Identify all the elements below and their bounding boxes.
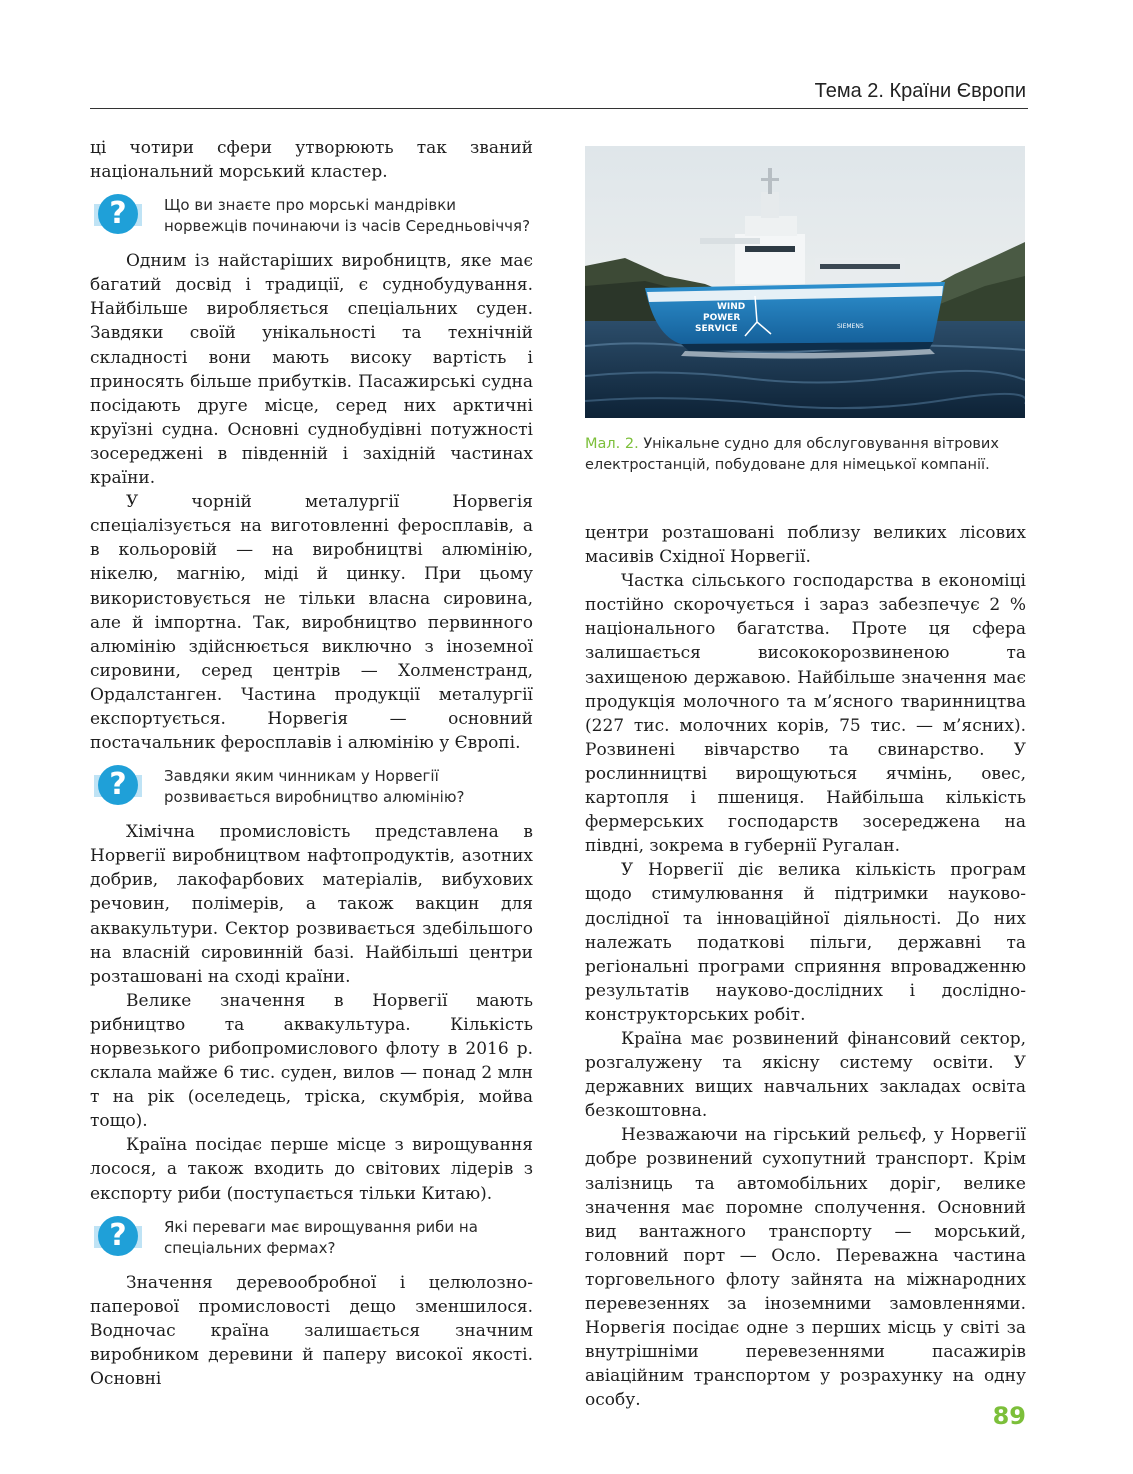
- paragraph: Одним із найстаріших виробництв, яке має багатий досвід і традиції, є суднобудування. Найбільше виробляється спеціальних суден. Завдяки своїй унікальності та технічній складності вони мають високу вартість і приносять більше прибутків. Пасажирські судна посідають друге місце, серед них арктичні круїзні судна. Основні суднобудівні потужності зосереджені в південній і західній частинах країни.: [90, 251, 533, 489]
- paragraph: ці чотири сфери утворюють так званий національний морський кластер.: [90, 138, 533, 183]
- question-mark-icon: ?: [94, 1216, 142, 1258]
- paragraph: Незважаючи на гірський рельєф, у Норвегії добре розвинений сухопутний транспорт. Крім залізниць та автомобільних доріг, велике значення має поромне сполучення. Основний вид вантажного транспорту — морський, головний порт — Осло. Переважна частина торговельного флоту зайнята на міжнародних перевезеннях за іноземними замовленнями. Норвегія посідає одне з перших місць у світі за внутрішніми перевезеннями пасажирів авіаційним транспортом у розрахунку на одну особу.: [585, 1125, 1026, 1411]
- paragraph: Країна має розвинений фінансовий сектор, розгалужену та якісну систему освіти. У державних вищих навчальних закладах освіта безкоштовна.: [585, 1028, 1026, 1122]
- ship-lettering: POWER: [703, 313, 741, 323]
- paragraph: Хімічна промисловість представлена в Норвегії виробництвом нафтопродуктів, азотних добрив, лакофарбових матеріалів, вибухових речовин, полімерів, а також вакцин для аквакультури. Сектор розвивається здебільшого на власній сировинній базі. Найбільші центри розташовані на сході країни.: [90, 822, 533, 987]
- paragraph: центри розташовані поблизу великих лісових масивів Східної Норвегії.: [585, 523, 1026, 568]
- question-mark-icon: ?: [94, 194, 142, 236]
- question-box: [90, 765, 533, 808]
- ship-brand: SIEMENS: [837, 323, 864, 330]
- question-text: Завдяки яким чинникам у Норвегії розвивається виробництво алюмінію?: [164, 767, 465, 807]
- right-column: [585, 521, 1026, 1412]
- ship-lettering: WIND: [717, 302, 746, 312]
- question-box: [90, 1216, 533, 1259]
- caption-text: Унікальне судно для обслуговування вітрових електростанцій, побудоване для німецької компанії.: [585, 436, 999, 473]
- question-box: [90, 194, 533, 237]
- ship-lettering: SERVICE: [695, 324, 738, 334]
- paragraph: У Норвегії діє велика кількість програм щодо стимулювання й підтримки науково-дослідної та інноваційної діяльності. До них належать податкові пільги, державні та регіональні програми сприяння впровадженню результатів науково-дослідних і дослідно-конструкторських робіт.: [585, 860, 1026, 1025]
- figure-label: Мал. 2.: [585, 436, 639, 452]
- paragraph: Значення деревообробної і целюлозно-паперової промисловості дещо зменшилося. Водночас країна залишається значним виробником деревини й паперу високої якості. Основні: [90, 1272, 533, 1390]
- page-number: 89: [992, 1402, 1026, 1430]
- page-header: [90, 80, 1028, 109]
- paragraph: Велике значення в Норвегії мають рибництво та аквакультура. Кількість норвезького рибопромислового флоту в 2016 р. склала майже 6 тис. суден, вилов — понад 2 млн т на рік (оселедець, тріска, скумбрія, мойва тощо).: [90, 990, 533, 1132]
- figure-caption: [585, 434, 1030, 476]
- paragraph: У чорній металургії Норвегія спеціалізується на виготовленні феросплавів, а в кольоровій — на виробництві алюмінію, нікелю, магнію, міді й цинку. При цьому використовується не тільки власна сировина, але й імпортна. Так, виробництво первинного алюмінію здійснюється виключно з іноземної сировини, серед центрів — Холменстранд, Ордалстанген. Частина продукції металургії експортується. Норвегія — основний постачальник феросплавів і алюмінію у Європі.: [90, 492, 533, 754]
- paragraph: Країна посідає перше місце з вирощування лосося, а також входить до світових лідерів з експорту риби (поступається тільки Китаю).: [90, 1135, 533, 1204]
- ship-photo: [585, 146, 1025, 418]
- question-text: Які переваги має вирощування риби на спеціальних фермах?: [164, 1217, 478, 1257]
- question-text: Що ви знаєте про морські мандрівки норвежців починаючи із часів Середньовіччя?: [164, 196, 531, 236]
- left-column: [90, 136, 533, 1391]
- topic-title: Тема 2. Країни Європи: [814, 80, 1026, 102]
- paragraph: Частка сільського господарства в економіці постійно скорочується і зараз забезпечує 2 % національного багатства. Проте ця сфера залишається висококорозвиненою та захищеною державою. Найбільше значення має продукція молочного та м’ясного тваринництва (227 тис. молочних корів, 75 тис. — м’ясних). Розвинені вівчарство та свинарство. У рослинництві вирощуються ячмінь, овес, картопля і пшениця. Найбільша кількість фермерських господарств зосереджена на півдні, зокрема в губернії Ругалан.: [585, 571, 1026, 857]
- question-mark-icon: ?: [94, 765, 142, 807]
